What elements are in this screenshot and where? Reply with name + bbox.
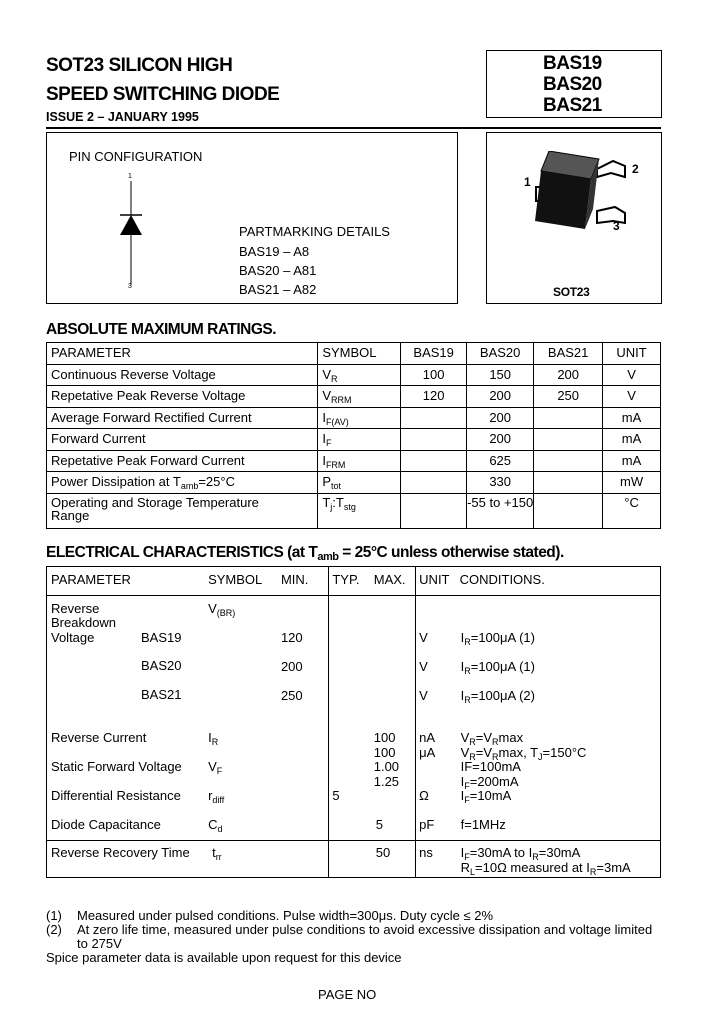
unit-cell: mW xyxy=(603,472,661,494)
header-rule xyxy=(46,127,661,129)
part-number-box xyxy=(486,50,662,118)
typ-cell xyxy=(329,760,374,789)
conditions-cell: $I_F=10mA$ xyxy=(460,788,512,805)
bas21-cell xyxy=(534,407,603,429)
param-cell: Power Dissipation at $T_{amb}=25^\circ C$ xyxy=(47,472,318,494)
typ-cell xyxy=(329,841,374,878)
min-cell: 120 200 250 xyxy=(281,595,329,717)
footnotes xyxy=(46,909,666,965)
param-cell: Forward Current xyxy=(47,429,318,451)
header-unit: UNIT xyxy=(603,343,661,365)
bas19-cell xyxy=(401,472,467,494)
min-cell xyxy=(281,841,329,878)
table-row xyxy=(47,429,661,451)
unit-cell: V xyxy=(603,386,661,408)
bas20-cell: 200 xyxy=(467,407,534,429)
param-cell: Reverse Current xyxy=(51,730,147,745)
table-row xyxy=(47,364,661,386)
spice-note: Spice parameter data is available upon request for this device xyxy=(46,950,402,965)
symbol-cell: $I_{F(AV)}$ xyxy=(318,407,401,429)
param-cell: Repetative Peak Forward Current xyxy=(47,450,318,472)
param-cell: Reverse Recovery Time xyxy=(47,841,209,878)
header-min: MIN. xyxy=(280,572,309,587)
partmarking-bas19: BAS19 – A8 xyxy=(239,244,310,259)
max-cell: 50 xyxy=(374,841,416,878)
table-row-reverse-current xyxy=(47,717,661,760)
header-typ: TYP. xyxy=(329,567,374,596)
pin-config-box xyxy=(46,132,458,304)
package-pin-1: 1 xyxy=(524,175,531,189)
diode-symbol-icon xyxy=(117,181,147,285)
param-cell: Continuous Reverse Voltage xyxy=(47,364,318,386)
unit-cell: °C xyxy=(603,493,661,528)
symbol-cell: $P_{tot}$ xyxy=(318,472,401,494)
table-row-diff-res xyxy=(47,789,661,818)
part-number-3: BAS21 xyxy=(543,95,602,116)
package-name: SOT23 xyxy=(553,285,590,299)
bas19-cell: 120 xyxy=(401,386,467,408)
unit-cell: nA μA xyxy=(416,717,460,760)
param-cell: Static Forward Voltage xyxy=(51,759,182,774)
page-number: PAGE NO xyxy=(318,987,377,1002)
header-unit: UNIT xyxy=(416,567,460,596)
table-row xyxy=(47,450,661,472)
header-max: MAX. xyxy=(373,572,406,587)
table-row xyxy=(47,407,661,429)
bas20-cell: 625 xyxy=(467,450,534,472)
unit-cell: V xyxy=(603,364,661,386)
bas20-cell: 150 xyxy=(467,364,534,386)
table-row-recovery xyxy=(47,841,661,878)
partmarking-bas21: BAS21 – A82 xyxy=(239,282,317,297)
abs-max-table xyxy=(46,342,661,529)
conditions-cell: f=1MHz xyxy=(460,816,506,832)
table-row-forward-voltage xyxy=(47,760,661,789)
symbol-cell: $V_F$ xyxy=(208,759,223,776)
param-cell: Average Forward Rectified Current xyxy=(47,407,318,429)
footnote-1: (1) Measured under pulsed conditions. Pulse width=300μs. Duty cycle ≤ 2% xyxy=(46,908,494,923)
table-header-row xyxy=(47,567,661,596)
bas19-cell xyxy=(401,493,467,528)
typ-cell xyxy=(329,595,374,717)
table-row-capacitance xyxy=(47,818,661,841)
symbol-cell: $I_{FRM}$ xyxy=(318,450,401,472)
symbol-cell: $r_{diff}$ xyxy=(208,788,225,805)
max-cell xyxy=(374,789,416,818)
footnote-2: (2) At zero life time, measured under pulse conditions to avoid excessive dissipation and voltage limited to 275V xyxy=(46,922,653,951)
min-cell xyxy=(281,789,329,818)
symbol-cell: $V_{RRM}$ xyxy=(318,386,401,408)
header-bas20: BAS20 xyxy=(467,343,534,365)
symbol-cell: $I_R$ xyxy=(208,730,219,747)
pin-config-label: PIN CONFIGURATION xyxy=(69,149,203,164)
max-cell: 1.00 1.25 xyxy=(373,759,400,789)
partmarking-bas20: BAS20 – A81 xyxy=(239,263,317,278)
unit-cell: mA xyxy=(603,429,661,451)
bas20-cell: -55 to +150 xyxy=(467,493,534,528)
max-cell: 5 xyxy=(375,816,383,832)
package-pin-3: 3 xyxy=(613,219,620,233)
bas19-cell xyxy=(401,407,467,429)
bas21-cell xyxy=(534,472,603,494)
min-cell xyxy=(281,818,329,841)
package-pin-2: 2 xyxy=(632,162,639,176)
unit-cell: Ω xyxy=(416,789,460,818)
bas21-cell: 200 xyxy=(534,364,603,386)
bas19-cell: 100 xyxy=(401,364,467,386)
conditions-cell: $V_R=V_R\max$ $V_R=V_R\max$, $T_J=150^\circ C$ xyxy=(460,730,587,762)
unit-cell: mA xyxy=(603,407,661,429)
unit-cell xyxy=(416,760,460,789)
min-cell xyxy=(281,717,329,760)
param-cell: Repetative Peak Reverse Voltage xyxy=(47,386,318,408)
symbol-cell: $t_{rr}$ xyxy=(208,841,281,878)
conditions-cell: $I_F=30mA$ to $I_R=30mA$ $R_L=10\Omega$ measured at $I_R=3mA$ xyxy=(460,841,661,878)
conditions-cell: $I_R=100\mu A$ (1) $I_R=100\mu A$ (1) $I_R=100\mu A$ (2) xyxy=(460,595,661,717)
conditions-cell: IF=100mA $I_F=200mA$ xyxy=(460,759,521,791)
header-symbol: SYMBOL xyxy=(318,343,401,365)
header-bas19: BAS19 xyxy=(401,343,467,365)
symbol-cell: $V_R$ xyxy=(318,364,401,386)
sot23-package-icon xyxy=(533,151,643,241)
bas20-cell: 330 xyxy=(467,472,534,494)
bas21-cell xyxy=(534,493,603,528)
header-bas21: BAS21 xyxy=(534,343,603,365)
unit-cell: V V V xyxy=(416,595,460,717)
pin-3-label: 3 xyxy=(128,283,132,290)
package-box xyxy=(486,132,662,304)
bas20-cell: 200 xyxy=(467,429,534,451)
param-cell: Diode Capacitance xyxy=(51,816,161,832)
typ-cell xyxy=(329,717,374,760)
unit-cell: ns xyxy=(416,841,460,878)
table-row xyxy=(47,472,661,494)
param-cell: Reverse Breakdown Voltage BAS19 BAS20 BAS21 xyxy=(47,595,209,717)
abs-max-title: ABSOLUTE MAXIMUM RATINGS. xyxy=(46,321,277,338)
issue-date: ISSUE 2 – JANUARY 1995 xyxy=(46,110,199,124)
header-symbol: SYMBOL xyxy=(208,572,263,587)
table-header-row xyxy=(47,343,661,365)
symbol-cell: $I_F$ xyxy=(318,429,401,451)
bas21-cell: 250 xyxy=(534,386,603,408)
table-row xyxy=(47,493,661,528)
elec-title: ELECTRICAL CHARACTERISTICS (at $T_{amb} = 25^\circ C$ unless otherwise stated). xyxy=(46,544,564,563)
bas20-cell: 200 xyxy=(467,386,534,408)
typ-cell xyxy=(329,818,374,841)
unit-cell: mA xyxy=(603,450,661,472)
title-line-2: SPEED SWITCHING DIODE xyxy=(46,84,280,105)
bas21-cell xyxy=(534,429,603,451)
bas19-cell xyxy=(401,450,467,472)
min-cell xyxy=(281,760,329,789)
symbol-cell: $V_{(BR)}$ xyxy=(208,595,281,717)
part-number-2: BAS20 xyxy=(543,74,602,95)
pin-1-label: 1 xyxy=(128,173,132,180)
max-cell xyxy=(374,595,416,717)
typ-cell: 5 xyxy=(329,789,374,818)
header-parameter: PARAMETER xyxy=(47,343,318,365)
bas21-cell xyxy=(534,450,603,472)
table-row xyxy=(47,386,661,408)
header-conditions: CONDITIONS. xyxy=(459,572,545,587)
param-cell: Operating and Storage Temperature Range xyxy=(47,493,318,528)
header-parameter: PARAMETER xyxy=(51,572,131,587)
elec-table xyxy=(46,566,661,878)
title-line-1: SOT23 SILICON HIGH xyxy=(46,55,233,76)
partmarking-title: PARTMARKING DETAILS xyxy=(239,224,390,239)
part-number-1: BAS19 xyxy=(543,53,602,74)
max-cell: 100 100 xyxy=(373,730,396,760)
symbol-cell: $T_j:T_{stg}$ xyxy=(318,493,401,528)
symbol-cell: $C_d$ xyxy=(208,816,223,834)
bas19-cell xyxy=(401,429,467,451)
table-row-breakdown xyxy=(47,595,661,717)
unit-cell: pF xyxy=(416,818,460,841)
param-cell: Differential Resistance xyxy=(51,788,181,803)
